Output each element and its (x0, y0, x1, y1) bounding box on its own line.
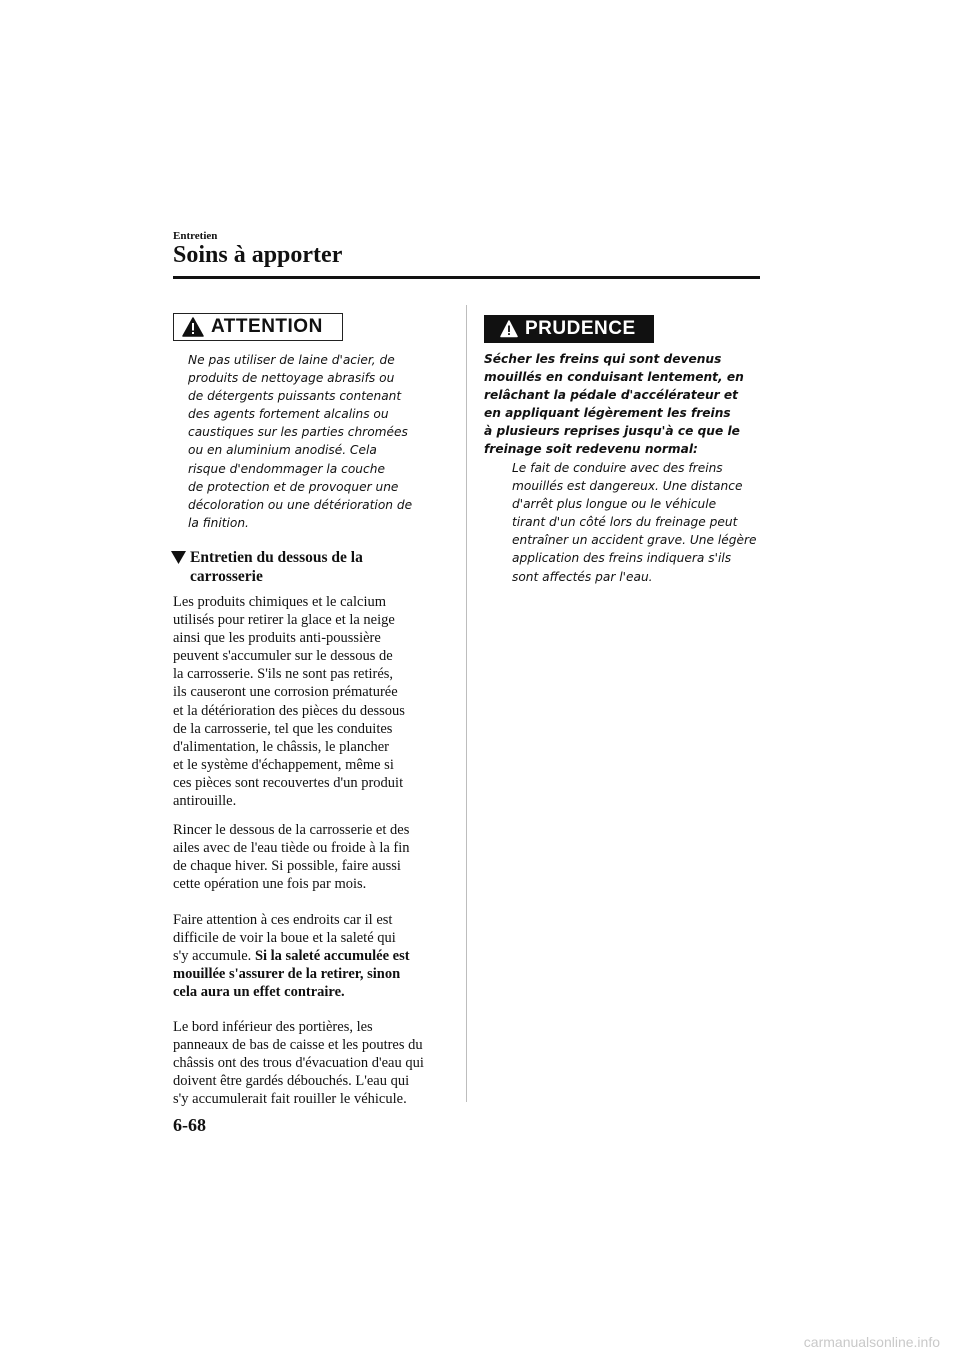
paragraph-line: de chaque hiver. Si possible, faire aussi (173, 858, 401, 875)
prudence-line: entraîner un accident grave. Une légère (512, 533, 757, 548)
paragraph-line: d'alimentation, le châssis, le plancher (173, 738, 390, 755)
prudence-header (484, 315, 654, 343)
paragraph-text: s'y accumule. (173, 948, 252, 965)
attention-line: risque d'endommager la couche (188, 461, 385, 476)
title-rule (173, 276, 760, 279)
paragraph-drain-holes (173, 1018, 424, 1108)
paragraph-line: châssis ont des trous d'évacuation d'eau qui (173, 1055, 424, 1072)
prudence-label: PRUDENCE (525, 318, 636, 339)
paragraph-bold-text: cela aura un effet contraire. (173, 984, 345, 1001)
warning-triangle-icon (182, 317, 204, 337)
attention-line: de détergents puissants contenant (188, 389, 402, 404)
paragraph-bold-text: mouillée s'assurer de la retirer, sinon (173, 966, 401, 983)
prudence-bold-line: en appliquant légèrement les freins (484, 406, 731, 421)
warning-triangle-icon (500, 320, 518, 338)
attention-line: caustiques sur les parties chromées (188, 425, 408, 440)
paragraph-line: la carrosserie. S'ils ne sont pas retirés, (173, 666, 394, 683)
paragraph-line: Faire attention à ces endroits car il est (173, 912, 393, 928)
paragraph-line: ils causeront une corrosion prématurée (173, 684, 398, 701)
prudence-line: d'arrêt plus longue ou le véhicule (512, 497, 717, 512)
prudence-line: sont affectés par l'eau. (512, 569, 653, 584)
attention-line: des agents fortement alcalins ou (188, 407, 389, 422)
paragraph-line: Les produits chimiques et le calcium (173, 594, 387, 610)
paragraph-bold-text: Si la saleté accumulée est (254, 948, 410, 965)
prudence-line: mouillés est dangereux. Une distance (512, 479, 743, 494)
attention-line: décoloration ou une détérioration de (188, 497, 413, 512)
section-label: Entretien (173, 230, 218, 242)
paragraph-line: et le système d'échappement, même si (173, 756, 394, 773)
prudence-bold-line: à plusieurs reprises jusqu'à ce que le (484, 424, 740, 439)
paragraph-mud-warning (173, 911, 410, 1001)
subheading-line: Entretien du dessous de la (190, 549, 363, 566)
prudence-line: tirant d'un côté lors du freinage peut (512, 515, 738, 530)
paragraph-line: s'y accumulerait fait rouiller le véhicule. (173, 1091, 407, 1108)
paragraph-line (173, 965, 410, 983)
prudence-bold-line: freinage soit redevenu normal: (484, 442, 698, 457)
paragraph-line (173, 947, 410, 965)
paragraph-line: ainsi que les produits anti-poussière (173, 630, 381, 647)
attention-line: de protection et de provoquer une (188, 479, 399, 494)
attention-text (188, 351, 456, 532)
paragraph-line: cette opération une fois par mois. (173, 876, 367, 893)
paragraph-line: de la carrosserie, tel que les conduites (173, 720, 393, 737)
attention-line: Ne pas utiliser de laine d'acier, de (188, 353, 395, 367)
paragraph-line: antirouille. (173, 793, 237, 810)
attention-label: ATTENTION (211, 316, 323, 337)
page-number: 6-68 (173, 1115, 206, 1135)
triangle-down-icon (171, 551, 186, 564)
watermark: carmanualsonline.info (803, 1334, 940, 1350)
prudence-line: application des freins indiquera s'ils (512, 551, 732, 566)
attention-header (173, 313, 343, 341)
paragraph-line: panneaux de bas de caisse et les poutres du (173, 1037, 423, 1054)
paragraph-line: Rincer le dessous de la carrosserie et des (173, 822, 410, 838)
attention-line: produits de nettoyage abrasifs ou (188, 371, 395, 386)
paragraph-line: doivent être gardés débouchés. L'eau qui (173, 1073, 410, 1090)
paragraph-line: ailes avec de l'eau tiède ou froide à la fin (173, 840, 410, 857)
prudence-explanation (512, 459, 762, 586)
paragraph-line: Le bord inférieur des portières, les (173, 1019, 373, 1035)
prudence-line: Le fait de conduire avec des freins (512, 461, 723, 475)
paragraph-line: et la détérioration des pièces du dessous (173, 702, 405, 719)
prudence-bold-line: relâchant la pédale d'accélérateur et (484, 388, 739, 403)
paragraph-line: utilisés pour retirer la glace et la neige (173, 612, 395, 629)
paragraph-rinse (173, 821, 410, 893)
prudence-bold-line: mouillés en conduisant lentement, en (484, 370, 744, 385)
column-divider (466, 305, 467, 1102)
page-title: Soins à apporter (173, 242, 343, 268)
paragraph-line: ces pièces sont recouvertes d'un produit (173, 774, 404, 791)
prudence-bold-line: Sécher les freins qui sont devenus (484, 352, 722, 366)
prudence-instruction (484, 350, 760, 459)
paragraph-line: peuvent s'accumuler sur le dessous de (173, 648, 393, 665)
attention-line: la finition. (188, 515, 249, 530)
paragraph-line (173, 983, 410, 1001)
subheading-line: carrosserie (190, 568, 263, 585)
attention-line: ou en aluminium anodisé. Cela (188, 443, 377, 458)
paragraph-underbody-chemicals (173, 593, 405, 810)
paragraph-line: difficile de voir la boue et la saleté qui (173, 930, 396, 947)
